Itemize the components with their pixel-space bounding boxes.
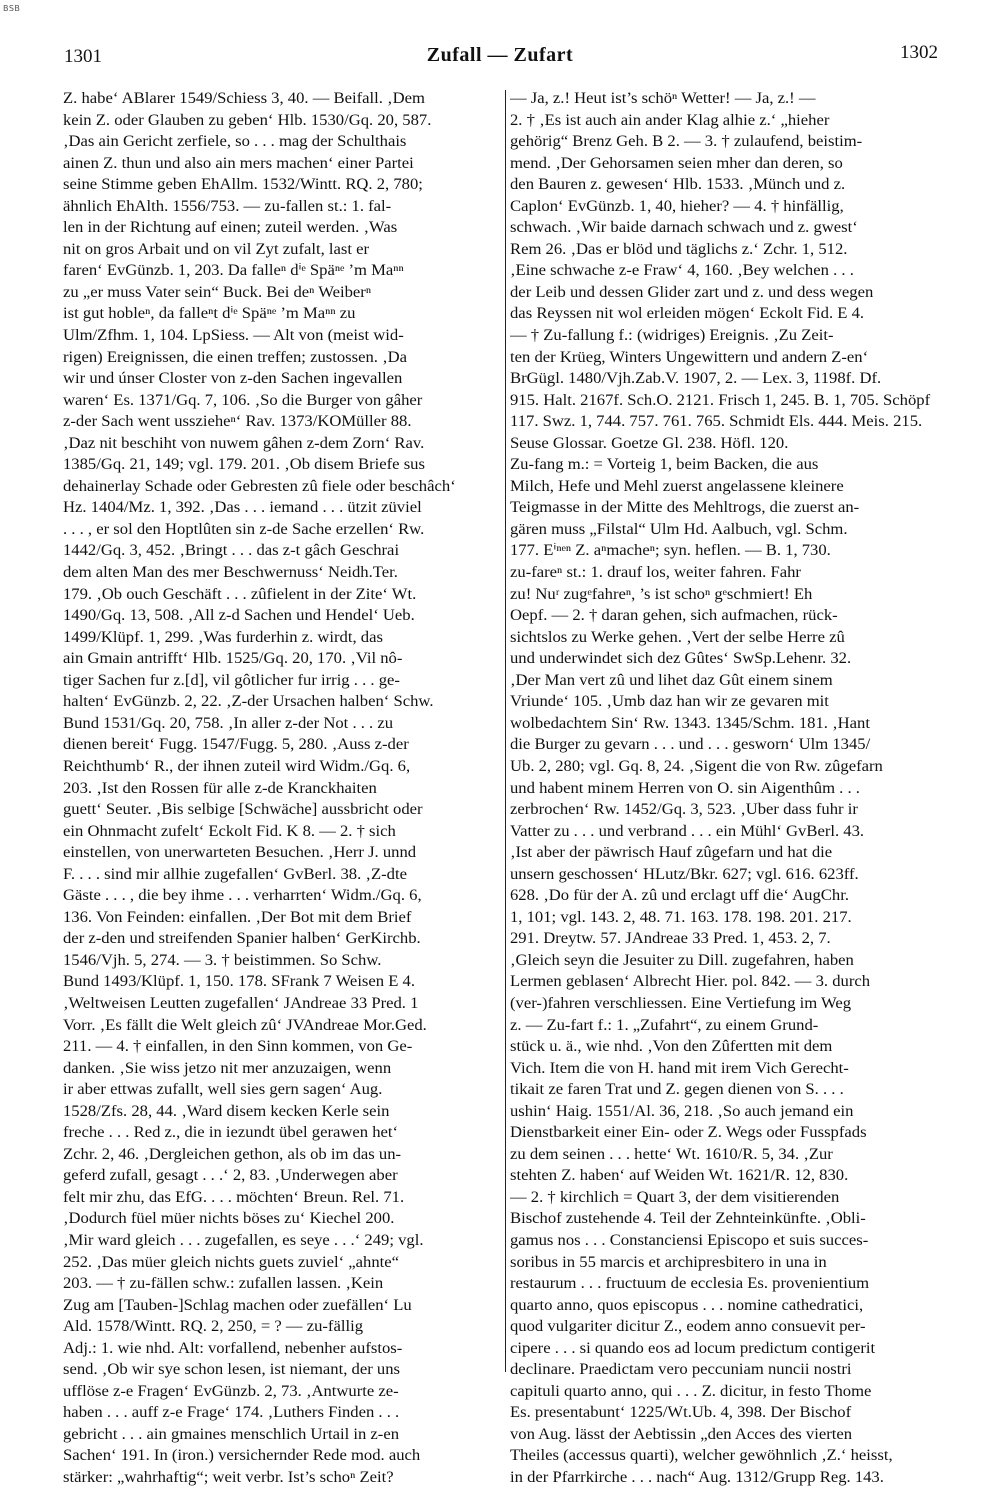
text-line: in der Pfarrkirche . . . nach“ Aug. 1312/Grupp Reg. 143. xyxy=(510,1469,884,1486)
text-line: Vriunde‘ 105. ‚Umb daz han wir ze gevaren mit xyxy=(510,693,829,711)
text-line: 117. Swz. 1, 744. 757. 761. 765. Schmidt Els. 444. Meis. 215. xyxy=(510,413,923,431)
text-line: len in der Richtung auf einen; zuteil werden. ‚Was xyxy=(63,219,398,237)
text-line: 1442/Gq. 3, 452. ‚Bringt . . . das z-t gâch Geschrai xyxy=(63,542,400,560)
text-line: Bund 1531/Gq. 20, 758. ‚In aller z-der Not . . . zu xyxy=(63,714,394,732)
text-line: danken. ‚Sie wiss jetzo nit mer anzuzaigen, wenn xyxy=(63,1059,392,1077)
text-line: Milch, Hefe und Mehl zuerst angelassene kleinere xyxy=(510,477,844,495)
text-line: tikait ze faren Trat und Z. gegen dienen von S. . . . xyxy=(510,1081,844,1099)
text-line: 177. Eⁱⁿᵉⁿ Z. aⁿmacheⁿ; syn. heflen. — B. 1, 730. xyxy=(510,542,831,560)
text-line: stück u. ä., wie nhd. ‚Von den Zûfertten mit dem xyxy=(510,1038,833,1056)
text-line: 136. Von Feinden: einfallen. ‚Der Bot mit dem Brief xyxy=(63,908,412,926)
text-line: Dienstbarkeit einer Ein- oder Z. Wegs oder Fusspfads xyxy=(510,1124,867,1142)
text-line: faren‘ EvGünzb. 1, 203. Da falleⁿ dⁱᵉ Späⁿᵉ ’m Maⁿⁿ xyxy=(63,262,404,280)
text-line: declinare. Praedictam vero peccuniam nuncii nostri xyxy=(510,1361,852,1379)
text-line: 1, 101; vgl. 143. 2, 48. 71. 163. 178. 198. 201. 217. xyxy=(510,908,852,926)
text-line: 211. — 4. † einfallen, in den Sinn kommen, von Ge- xyxy=(63,1038,413,1056)
text-line: der Leib und dessen Glider zart und z. und dess wegen xyxy=(510,283,874,301)
text-line: stärker: „wahrhaftig“; weit verbr. Ist’s schoⁿ Zeit? xyxy=(63,1469,394,1486)
text-line: Ub. 2, 280; vgl. Gq. 8, 24. ‚Sigent die von Rw. zûgefarn xyxy=(510,757,883,775)
text-line: soribus in 55 marcis et archipresbitero in una in xyxy=(510,1253,827,1271)
text-line: gebricht . . . ain gmaines menschlich Urtail in z-en xyxy=(63,1425,400,1443)
text-line: . . . , er sol den Hoptlûten sin z-de Sache erzellen‘ Rw. xyxy=(63,520,425,538)
page-number-left: 1301 xyxy=(64,46,102,67)
text-line: die Burger zu gevarn . . . und . . . gesworn‘ Ulm 1345/ xyxy=(510,736,871,754)
text-line: von Aug. lässt der Aebtissin „den Acces des vierten xyxy=(510,1425,853,1443)
text-line: Z. habe‘ ABlarer 1549/Schiess 3, 40. — Beifall. ‚Dem xyxy=(63,90,425,107)
text-line: wir und únser Closter von z-den Sachen ingevallen xyxy=(63,370,403,388)
text-line: ‚Mir ward gleich . . . zugefallen, es seye . . .‘ 249; vgl. xyxy=(63,1231,424,1249)
text-line: 628. ‚Do für der A. zû und erclagt uff die‘ AugChr. xyxy=(510,887,849,905)
text-line: z. — Zu-fart f.: 1. „Zufahrt“, zu einem Grund- xyxy=(510,1016,819,1034)
text-line: 179. ‚Ob ouch Geschäft . . . zûfielent in der Zite‘ Wt. xyxy=(63,585,417,603)
text-line: unsern geschossen‘ HLutz/Bkr. 627; vgl. 616. 623ff. xyxy=(510,865,859,883)
text-line: Vorr. ‚Es fällt die Welt gleich zû‘ JVAndreae Mor.Ged. xyxy=(63,1016,427,1034)
page-number-right: 1302 xyxy=(900,42,938,63)
text-line: einstellen, von unerwarteten Besuchen. ‚Herr J. unnd xyxy=(63,844,417,862)
text-line: ir aber ettwas zufallt, well sies gern sagen‘ Aug. xyxy=(63,1081,383,1099)
text-line: sichtslos zu Werke gehen. ‚Vert der selbe Herre zû xyxy=(510,628,845,646)
text-line: 2. † ‚Es ist auch ain ander Klag alhie z.‘ „hieher xyxy=(510,111,830,129)
text-line: 1385/Gq. 21, 149; vgl. 179. 201. ‚Ob disem Briefe sus xyxy=(63,456,425,474)
text-line: ist gut hobleⁿ, da falleⁿt dⁱᵉ Späⁿᵉ ’m Maⁿⁿ zu xyxy=(63,305,356,323)
text-line: 1490/Gq. 13, 508. ‚All z-d Sachen und Hendel‘ Ueb. xyxy=(63,607,415,625)
column-divider xyxy=(505,90,506,1372)
text-line: BrGügl. 1480/Vjh.Zab.V. 1907, 2. — Lex. 3, 1198f. Df. xyxy=(510,370,882,388)
text-line: gehörig“ Brenz Geh. B 2. — 3. † zulaufend, beistim- xyxy=(510,133,863,151)
text-line: Bund 1493/Klüpf. 1, 150. 178. SFrank 7 Weisen E 4. xyxy=(63,973,416,991)
text-line: Caplon‘ EvGünzb. 1, 40, hieher? — 4. † hinfällig, xyxy=(510,197,844,215)
text-line: ähnlich EhAlth. 1556/753. — zu-fallen st.: 1. fal- xyxy=(63,197,392,215)
text-line: ufflöse z-e Fragen‘ EvGünzb. 2, 73. ‚Antwurte ze- xyxy=(63,1382,399,1400)
text-line: das Reyssen nit wol erleiden mögen‘ Eckolt Fid. E 4. xyxy=(510,305,865,323)
text-line: tiger Sachen fur z.[d], vil gôtlicher fur irrig . . . ge- xyxy=(63,671,400,689)
text-line: Rem 26. ‚Das er blöd und täglichs z.‘ Zchr. 1, 512. xyxy=(510,240,848,258)
text-line: Vatter zu . . . und verbrand . . . ein Mühl‘ GvBerl. 43. xyxy=(510,822,865,840)
text-line: Lermen geblasen‘ Albrecht Hier. pol. 842. — 3. durch xyxy=(510,973,871,991)
text-line: 1528/Zfs. 28, 44. ‚Ward disem kecken Kerle sein xyxy=(63,1102,390,1120)
text-line: ushin‘ Haig. 1551/Al. 36, 218. ‚So auch jemand ein xyxy=(510,1102,854,1120)
text-line: Gäste . . . , die bey ihme . . . verharrten‘ Widm./Gq. 6, xyxy=(63,887,422,905)
text-line: Ulm/Zfhm. 1, 104. LpSiess. — Alt von (meist wid- xyxy=(63,327,404,345)
text-line: zu! Nuʳ zugᵉfahreⁿ, ’s ist schoⁿ gᵉschmiert! Eh xyxy=(510,585,813,603)
text-line: Hz. 1404/Mz. 1, 392. ‚Das . . . iemand . . . ützit züviel xyxy=(63,499,422,517)
text-line: ‚Daz nit beschiht von nuwem gâhen z-dem Zorn‘ Rav. xyxy=(63,434,425,452)
text-line: ‚Eine schwache z-e Fraw‘ 4, 160. ‚Bey welchen . . . xyxy=(510,262,854,280)
running-head-title: Zufall — Zufart xyxy=(426,44,574,66)
text-line: waren‘ Es. 1371/Gq. 7, 106. ‚So die Burger von gâher xyxy=(63,391,423,409)
text-line: dienen bereit‘ Fugg. 1547/Fugg. 5, 280. ‚Auss z-der xyxy=(63,736,409,754)
text-line: freche . . . Red z., die in iezundt übel gerawen het‘ xyxy=(63,1124,399,1142)
text-line: 252. ‚Das müer gleich nichts guets zuviel‘ „ahnte“ xyxy=(63,1253,400,1271)
text-line: F. . . . sind mir allhie zugefallen‘ GvBerl. 38. ‚Z-dte xyxy=(63,865,407,883)
text-line: geferd zufall, gesagt . . .‘ 2, 83. ‚Underwegen aber xyxy=(63,1167,398,1185)
text-line: Teigmasse in der Mitte des Mehltrogs, die zuerst an- xyxy=(510,499,860,517)
left-column xyxy=(63,88,500,1489)
text-line: ein Ohnmacht zufelt‘ Eckolt Fid. K 8. — 2. † sich xyxy=(63,822,396,840)
text-line: mend. ‚Der Gehorsamen seien mher dan deren, so xyxy=(510,154,843,172)
text-line: und underwindet sich dez Gûtes‘ SwSp.Lehenr. 32. xyxy=(510,650,852,668)
text-line: quarto anno, quos episcopus . . . nomine cathedratici, xyxy=(510,1296,864,1314)
text-line: ‚Ist aber der päwrisch Hauf zûgefarn und hat die xyxy=(510,844,833,862)
text-line: schwach. ‚Wir baide darnach schwach und z. gwest‘ xyxy=(510,219,858,237)
text-line: kein Z. oder Glauben zu geben‘ Hlb. 1530/Gq. 20, 587. xyxy=(63,111,432,129)
text-line: ain Gmain antrifft‘ Hlb. 1525/Gq. 20, 170. ‚Vil nô- xyxy=(63,650,403,668)
text-line: Theiles (accessus quarti), welcher gewöhnlich ‚Z.‘ heisst, xyxy=(510,1447,893,1465)
text-line: ainen Z. thun und also ain mers machen‘ einer Partei xyxy=(63,154,414,172)
text-line: seine Stimme geben EhAllm. 1532/Wintt. RQ. 2, 780; xyxy=(63,176,423,194)
text-line: ten der Krüeg, Winters Ungewittern und andern Z-en‘ xyxy=(510,348,869,366)
text-line: ‚Das ain Gericht zerfiele, so . . . mag der Schulthais xyxy=(63,133,407,151)
text-line: Bischof zustehende 4. Teil der Zehnteinkünfte. ‚Obli- xyxy=(510,1210,866,1228)
text-line: und habent minem Herren von O. sin Aigenthûm . . . xyxy=(510,779,860,797)
text-line: Oepf. — 2. † daran gehen, sich aufmachen, rück- xyxy=(510,607,838,625)
text-line: 915. Halt. 2167f. Sch.O. 2121. Frisch 1, 245. B. 1, 705. Schöpf xyxy=(510,391,931,409)
text-line: dehainerlay Schade oder Gebresten zû fiele oder beschâch‘ xyxy=(63,477,456,495)
text-line: restaurum . . . fructuum de ecclesia Es. provenientium xyxy=(510,1275,870,1293)
text-line: stehten Z. haben‘ auf Weiden Wt. 1621/R. 12, 830. xyxy=(510,1167,849,1185)
text-line: haben . . . auff z-e Frage‘ 174. ‚Luthers Finden . . . xyxy=(63,1404,400,1422)
text-line: — 2. † kirchlich = Quart 3, der dem visitierenden xyxy=(510,1188,840,1206)
text-line: den Bauren z. gewesen‘ Hlb. 1533. ‚Münch und z. xyxy=(510,176,846,194)
text-line: ‚Weltweisen Leutten zugefallen‘ JAndreae 33 Pred. 1 xyxy=(63,994,419,1012)
text-line: Vich. Item die von H. hand mit irem Vich Gerecht- xyxy=(510,1059,849,1077)
text-line: Zchr. 2, 46. ‚Dergleichen gethon, als ob im das un- xyxy=(63,1145,402,1163)
text-line: capituli quarto anno, qui . . . Z. dicitur, in festo Thome xyxy=(510,1382,872,1400)
text-line: guett‘ Seuter. ‚Bis selbige [Schwäche] aussbricht oder xyxy=(63,801,423,819)
text-line: 203. ‚Ist den Rossen für alle z-de Kranckhaiten xyxy=(63,779,377,797)
text-line: dem alten Man des mer Beschwernuss‘ Neidh.Ter. xyxy=(63,564,398,582)
text-line: zu-fareⁿ st.: 1. drauf los, weiter fahren. Fahr xyxy=(510,564,801,582)
text-line: z-der Sach went usszieheⁿ‘ Rav. 1373/KOMüller 88. xyxy=(63,413,412,431)
text-line: ‚Dodurch füel müer nichts böses zu‘ Kiechel 200. xyxy=(63,1210,395,1228)
library-stamp: BSB xyxy=(3,4,21,13)
text-line: quod vulgariter dicitur Z., eodem anno consuevit per- xyxy=(510,1318,866,1336)
text-line: der z-den und streifenden Spanier halben‘ GerKirchb. xyxy=(63,930,421,948)
text-line: zu „er muss Vater sein“ Buck. Bei deⁿ Weiberⁿ xyxy=(63,283,372,301)
text-line: gamus nos . . . Constanciensi Episcopo et suis succes- xyxy=(510,1231,869,1249)
text-line: — † Zu-fallung f.: (widriges) Ereignis. ‚Zu Zeit- xyxy=(510,327,834,345)
text-line: Zu-fang m.: = Vorteig 1, beim Backen, die aus xyxy=(510,456,819,474)
text-line: send. ‚Ob wir sye schon lesen, ist niemant, der uns xyxy=(63,1361,400,1379)
text-line: — Ja, z.! Heut ist’s schöⁿ Wetter! — Ja, z.! — xyxy=(510,90,816,107)
text-line: cipere . . . si quando eos ad locum predictum contigerit xyxy=(510,1339,876,1357)
text-line: Es. presentabunt‘ 1225/Wt.Ub. 4, 398. Der Bischof xyxy=(510,1404,852,1422)
text-line: ‚Der Man vert zû und lihet daz Gût einem sinem xyxy=(510,671,833,689)
text-line: Seuse Glossar. Goetze Gl. 238. Höfl. 120. xyxy=(510,434,789,452)
text-line: 1499/Klüpf. 1, 299. ‚Was furderhin z. wirdt, das xyxy=(63,628,383,646)
text-line: 203. — † zu-fällen schw.: zufallen lassen. ‚Kein xyxy=(63,1275,384,1293)
text-line: ‚Gleich seyn die Jesuiter zu Dill. zugefahren, haben xyxy=(510,951,854,969)
text-line: Sachen‘ 191. In (iron.) versichernder Rede mod. auch xyxy=(63,1447,421,1465)
text-line: felt mir zhu, das EfG. . . . möchten‘ Breun. Rel. 71. xyxy=(63,1188,405,1206)
text-line: Zug am [Tauben-]Schlag machen oder zuefällen‘ Lu xyxy=(63,1296,412,1314)
text-line: Adj.: 1. wie nhd. Alt: vorfallend, nebenher aufstos- xyxy=(63,1339,403,1357)
right-column xyxy=(510,88,942,1489)
text-line: rigen) Ereignissen, die einen treffen; zustossen. ‚Da xyxy=(63,348,408,366)
text-line: nit on gros Arbait und on vil Zyt zufalt, last er xyxy=(63,240,370,258)
text-line: 1546/Vjh. 5, 274. — 3. † beistimmen. So Schw. xyxy=(63,951,382,969)
text-line: Reichthumb‘ R., der ihnen zuteil wird Widm./Gq. 6, xyxy=(63,757,411,775)
text-line: wolbedachtem Sin‘ Rw. 1343. 1345/Schm. 181. ‚Hant xyxy=(510,714,870,732)
text-line: (ver-)fahren verschliessen. Eine Vertiefung im Weg xyxy=(510,994,852,1012)
text-line: 291. Dreytw. 57. JAndreae 33 Pred. 1, 453. 2, 7. xyxy=(510,930,831,948)
text-line: Ald. 1578/Wintt. RQ. 2, 250, = ? — zu-fällig xyxy=(63,1318,364,1336)
text-line: zerbrochen‘ Rw. 1452/Gq. 3, 523. ‚Uber dass fuhr ir xyxy=(510,801,858,819)
text-line: gären muss „Filstal“ Ulm Hd. Aalbuch, vgl. Schm. xyxy=(510,520,848,538)
text-line: halten‘ EvGünzb. 2, 22. ‚Z-der Ursachen halben‘ Schw. xyxy=(63,693,434,711)
text-line: zu dem seinen . . . hette‘ Wt. 1610/R. 5, 34. ‚Zur xyxy=(510,1145,833,1163)
